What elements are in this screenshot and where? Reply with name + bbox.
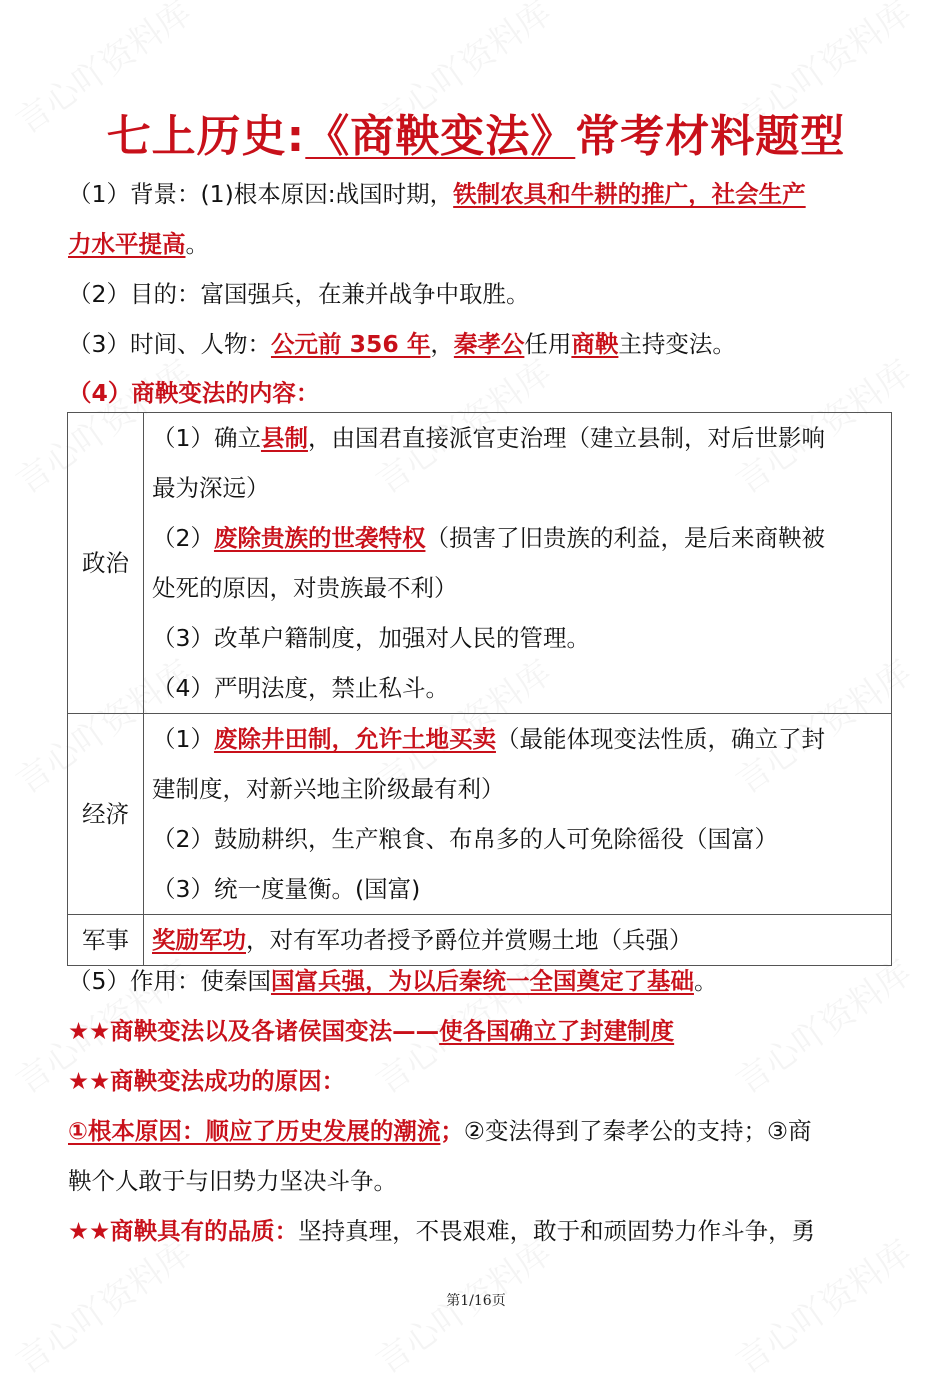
body-text: （3）统一度量衡。(国富) <box>152 875 421 903</box>
key-point-text: 商鞅 <box>571 330 619 358</box>
key-point-text: 废除井田制，允许土地买卖 <box>213 725 496 753</box>
paragraph-line <box>68 219 888 269</box>
title-topic: 《商鞅变法》 <box>305 111 576 162</box>
content-line <box>152 864 891 914</box>
body-text: 最为深远） <box>152 474 270 502</box>
body-text: （2） <box>152 524 214 552</box>
body-text: （1）确立 <box>152 424 261 452</box>
category-content <box>144 413 892 714</box>
key-point-text: 县制 <box>260 424 308 452</box>
body-text: （5）作用：使秦国 <box>68 967 271 995</box>
body-text: 。 <box>185 230 209 258</box>
content-line <box>152 714 891 764</box>
body-text: （3）时间、人物： <box>68 330 271 358</box>
content-line <box>152 764 891 814</box>
body-text: ，对有军功者授予爵位并赏赐土地（兵强） <box>246 926 693 954</box>
body-text: 任用 <box>524 330 572 358</box>
heading-text: ★★商鞅变法以及各诸侯国变法—— <box>68 1017 440 1045</box>
body-text: （3）改革户籍制度，加强对人民的管理。 <box>152 624 590 652</box>
table-row <box>68 714 892 915</box>
body-text: （4）严明法度，禁止私斗。 <box>152 674 449 702</box>
body-text: （2）目的：富国强兵，在兼并战争中取胜。 <box>68 280 530 308</box>
heading-text: （4）商鞅变法的内容： <box>68 379 320 407</box>
key-point-text: 铁制农具和牛耕的推广，社会生产 <box>453 180 806 208</box>
paragraph-line <box>68 368 888 418</box>
paragraph-line <box>68 1056 888 1106</box>
body-text: 。 <box>693 967 718 995</box>
content-line <box>152 663 891 713</box>
category-label: 政治 <box>68 413 144 714</box>
body-text: （损害了旧贵族的利益，是后来商鞅被 <box>425 524 825 552</box>
category-label: 经济 <box>68 714 144 915</box>
paragraph-line <box>68 956 888 1006</box>
page-number: 第1/16页 <box>446 1293 506 1309</box>
title-prefix: 七上历史: <box>106 111 306 162</box>
paragraph-line <box>68 1206 888 1256</box>
body-text: （1） <box>152 725 214 753</box>
key-point-text: 废除贵族的世袭特权 <box>213 524 426 552</box>
key-point-text: 公元前 356 年 <box>270 330 431 358</box>
body-text: ， <box>430 330 454 358</box>
content-line <box>152 463 891 513</box>
body-text: 主持变法。 <box>618 330 736 358</box>
category-label: 军事 <box>68 915 144 966</box>
key-point-text: ①根本原因：顺应了历史发展的潮流 <box>68 1117 441 1145</box>
heading-text: ； <box>440 1117 464 1145</box>
content-line <box>152 563 891 613</box>
body-text: （1）背景：(1)根本原因:战国时期， <box>68 180 454 208</box>
body-text: 建制度，对新兴地主阶级最有利） <box>152 775 505 803</box>
body-text: （最能体现变法性质，确立了封 <box>495 725 825 753</box>
key-point-text: 国富兵强，为以后秦统一全国奠定了基础 <box>270 967 694 995</box>
key-point-text: 奖励军功 <box>152 926 246 954</box>
body-text: （2）鼓励耕织，生产粮食、布帛多的人可免除徭役（国富） <box>152 825 778 853</box>
body-text: 处死的原因，对贵族最不利） <box>152 574 458 602</box>
paragraph-line <box>68 1156 888 1206</box>
content-line <box>152 413 891 463</box>
paragraph-line <box>68 1106 888 1156</box>
page-title <box>0 100 952 164</box>
content-line <box>152 814 891 864</box>
body-text: 坚持真理，不畏艰难，敢于和顽固势力作斗争，勇 <box>298 1217 816 1245</box>
content-line <box>152 613 891 663</box>
body-text: 鞅个人敢于与旧势力坚决斗争。 <box>68 1167 397 1195</box>
key-point-text: 力水平提高 <box>68 230 186 258</box>
paragraph-line <box>68 269 888 319</box>
reform-content-table <box>67 412 892 966</box>
key-point-text: 使各国确立了封建制度 <box>439 1017 675 1045</box>
paragraph-line <box>68 319 888 369</box>
paragraph-line <box>68 169 888 219</box>
body-text: ②变法得到了秦孝公的支持；③商 <box>463 1117 812 1145</box>
title-suffix: 常考材料题型 <box>575 111 846 162</box>
paragraph-line <box>68 1006 888 1056</box>
key-point-text: 秦孝公 <box>453 330 525 358</box>
category-content <box>144 714 892 915</box>
table-row <box>68 413 892 714</box>
heading-text: ★★商鞅变法成功的原因： <box>68 1067 346 1095</box>
heading-text: ★★商鞅具有的品质： <box>68 1217 299 1245</box>
content-line <box>152 513 891 563</box>
body-text: ，由国君直接派官吏治理（建立县制，对后世影响 <box>307 424 825 452</box>
